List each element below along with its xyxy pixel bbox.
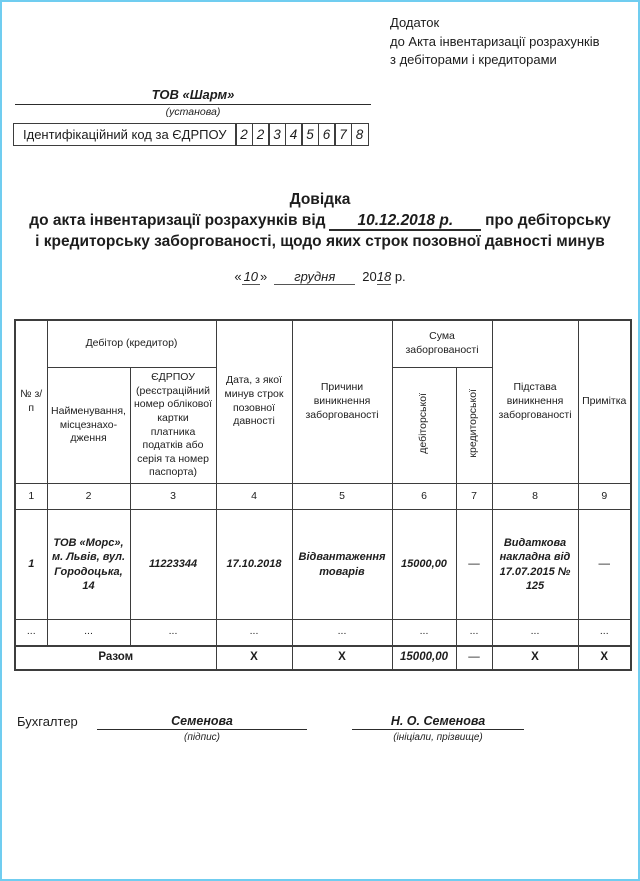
col-header-note: Примітка: [578, 320, 631, 484]
title-date-value: 10.12.2018 р.: [329, 212, 481, 231]
dots-cell-4: ...: [216, 620, 292, 646]
organization-block: [15, 87, 371, 118]
col-header-edrpou: ЄДРПОУ (реєстраційний номер облікової картки платника податків або серія та номер паспорта): [130, 368, 216, 484]
total-credit: —: [456, 646, 492, 670]
edrpou-digit-4: 4: [285, 123, 303, 146]
total-debit: 15000,00: [392, 646, 456, 670]
title-line-2: [2, 210, 638, 231]
appendix-line-2: до Акта інвентаризації розрахунків: [390, 33, 600, 49]
dots-cell-2: ...: [47, 620, 130, 646]
col-num-2: 2: [47, 484, 130, 510]
col-header-credit: [456, 368, 492, 484]
col-header-debit-text: дебіторської: [417, 392, 430, 454]
total-label: Разом: [15, 646, 216, 670]
col-num-9: 9: [578, 484, 631, 510]
edrpou-digit-6: 6: [318, 123, 336, 146]
edrpou-digit-2: 2: [252, 123, 270, 146]
title-line-2-before: до акта інвентаризації розрахунків від: [29, 211, 326, 229]
edrpou-digit-5: 5: [301, 123, 319, 146]
dots-cell-5: ...: [292, 620, 392, 646]
dots-cell-1: ...: [15, 620, 47, 646]
total-basis-x: Х: [492, 646, 578, 670]
edrpou-digit-1: 2: [235, 123, 253, 146]
col-header-name: Найменування, місцезнахо-дження: [47, 368, 130, 484]
signer-name-caption: (ініціали, прізвище): [393, 731, 483, 743]
col-num-6: 6: [392, 484, 456, 510]
total-row: [15, 646, 631, 670]
col-header-reason: Причини виникнення заборгованості: [292, 320, 392, 484]
date-line: [2, 269, 638, 284]
col-header-credit-text: кредиторської: [467, 388, 480, 458]
col-header-date: Дата, з якої минув строк позовної давності: [216, 320, 292, 484]
date-day: 10: [243, 268, 259, 284]
cell-row-num: 1: [15, 510, 47, 620]
edrpou-label: Ідентифікаційний код за ЄДРПОУ: [13, 123, 237, 146]
title-line-2-after: про дебіторську: [485, 211, 611, 229]
col-num-5: 5: [292, 484, 392, 510]
cell-reason: Відвантаження товарів: [292, 510, 392, 620]
total-date-x: Х: [216, 646, 292, 670]
document-title: [2, 189, 638, 252]
edrpou-digit-7: 7: [334, 123, 352, 146]
col-num-4: 4: [216, 484, 292, 510]
signer-name-value: Н. О. Семенова: [352, 714, 524, 730]
cell-date: 17.10.2018: [216, 510, 292, 620]
signature-row: [17, 714, 638, 743]
col-header-num: № з/п: [15, 320, 47, 484]
dots-cell-9: ...: [578, 620, 631, 646]
column-numbers-row: [15, 484, 631, 510]
col-num-7: 7: [456, 484, 492, 510]
date-year-prefix: 20: [362, 268, 377, 284]
dots-cell-6: ...: [392, 620, 456, 646]
date-month: грудня: [274, 269, 355, 285]
title-line-1: Довідка: [289, 190, 351, 208]
title-line-3: і кредиторську заборгованості, щодо яких строк позовної давності минув: [35, 232, 605, 250]
cell-debit: 15000,00: [392, 510, 456, 620]
ellipsis-row: [15, 620, 631, 646]
cell-edrpou: 11223344: [130, 510, 216, 620]
col-header-sum-group: Сума заборгованості: [392, 320, 492, 368]
col-num-8: 8: [492, 484, 578, 510]
debt-table: [14, 319, 632, 671]
table-row: [15, 510, 631, 620]
signer-role: Бухгалтер: [17, 713, 78, 729]
total-note-x: Х: [578, 646, 631, 670]
signature-value: Семенова: [97, 714, 307, 730]
organization-name: ТОВ «Шарм»: [15, 87, 371, 105]
col-header-debtor-group: Дебітор (кредитор): [47, 320, 216, 368]
cell-note: —: [578, 510, 631, 620]
dots-cell-8: ...: [492, 620, 578, 646]
signature-caption: (підпис): [184, 731, 220, 743]
col-header-basis: Підстава виникнення заборгованості: [492, 320, 578, 484]
signature-block: [97, 714, 307, 743]
quote-close: »: [260, 268, 268, 284]
cell-basis: Видаткова накладна від 17.07.2015 № 125: [492, 510, 578, 620]
col-header-debit: [392, 368, 456, 484]
cell-credit: —: [456, 510, 492, 620]
total-reason-x: Х: [292, 646, 392, 670]
edrpou-digit-3: 3: [268, 123, 286, 146]
dots-cell-3: ...: [130, 620, 216, 646]
edrpou-digit-8: 8: [351, 123, 369, 146]
quote-open: «: [234, 268, 242, 284]
dots-cell-7: ...: [456, 620, 492, 646]
col-num-1: 1: [15, 484, 47, 510]
appendix-line-3: з дебіторами і кредиторами: [390, 52, 557, 67]
cell-debtor-name: ТОВ «Морс», м. Львів, вул. Городоцька, 14: [47, 510, 130, 620]
signer-name-block: [352, 714, 524, 743]
col-num-3: 3: [130, 484, 216, 510]
edrpou-row: [13, 123, 638, 146]
date-year-tail: 18: [376, 268, 392, 284]
date-suffix: р.: [394, 268, 406, 284]
organization-caption: (установа): [165, 105, 221, 118]
appendix-note: [390, 14, 628, 70]
appendix-line-1: Додаток: [390, 15, 440, 30]
